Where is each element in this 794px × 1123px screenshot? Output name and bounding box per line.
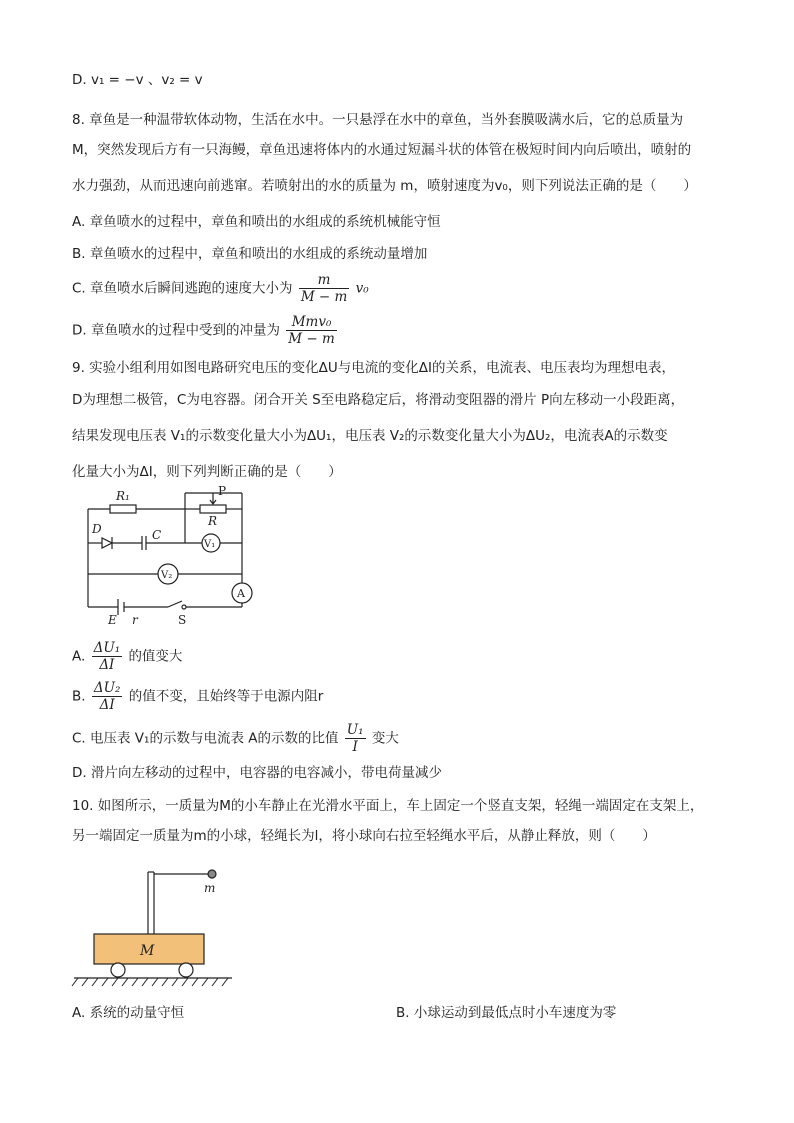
cart-wheel-right (179, 963, 193, 977)
q10-cart-figure (70, 862, 240, 992)
q8-stem-line3: 水力强劲，从而迅速向前逃窜。若喷射出的水的质量为 m，喷射速度为v₀，则下列说法正确的是（ ） (72, 178, 697, 194)
q8-option-a: A. 章鱼喷水的过程中，章鱼和喷出的水组成的系统机械能守恒 (72, 214, 441, 230)
q8-option-b: B. 章鱼喷水的过程中，章鱼和喷出的水组成的系统动量增加 (72, 246, 428, 262)
label-p: P (218, 485, 227, 498)
fraction-denominator: M − m (300, 289, 348, 305)
label-v1: V₁ (204, 539, 216, 550)
label-d: D (92, 522, 102, 536)
small-ball (208, 870, 216, 878)
label-r-internal: r (132, 613, 138, 625)
label-c: C (152, 528, 162, 542)
q9-stem-line2: D为理想二极管，C为电容器。闭合开关 S至电路稳定后，将滑动变阻器的滑片 P向左移动一小段距离， (72, 392, 685, 408)
q9-stem-line3: 结果发现电压表 V₁的示数变化量大小为ΔU₁，电压表 V₂的示数变化量大小为ΔU₂，电流表A的示数变 (72, 428, 668, 444)
q9-circuit-diagram (80, 485, 270, 625)
fraction-denominator: I (352, 739, 358, 755)
q8-stem-line1: 8. 章鱼是一种温带软体动物，生活在水中。一只悬浮在水中的章鱼，当外套膜吸满水后，它的总质量为 (72, 112, 684, 128)
q9-option-d: D. 滑片向左移动的过程中，电容器的电容减小，带电荷量减少 (72, 765, 442, 781)
q9-option-b-text: 的值不变，且始终等于电源内阻r (128, 688, 324, 705)
label-v2: V₂ (161, 570, 173, 581)
q9-option-a-fraction (92, 640, 123, 673)
q9-option-c-text: C. 电压表 V₁的示数与电流表 A的示数的比值 (72, 730, 339, 747)
q8-option-c-suffix: v₀ (355, 280, 369, 297)
q8-option-d-fraction (286, 314, 337, 347)
q9-option-b-letter: B. (72, 688, 86, 705)
q9-option-a (72, 640, 182, 673)
q8-stem-line2: M，突然发现后方有一只海鳗，章鱼迅速将体内的水通过短漏斗状的体管在极短时间内向后喷出，喷射的 (72, 142, 692, 158)
fraction-numerator: m (299, 272, 350, 289)
ground-hatching (72, 978, 228, 986)
fraction-numerator: Mmv₀ (286, 314, 337, 331)
q9-option-c-fraction (345, 722, 366, 755)
rheostat-r (200, 505, 226, 513)
label-r: R (208, 514, 218, 528)
q8-option-d (72, 314, 339, 347)
q9-stem-line4: 化量大小为ΔI，则下列判断正确的是（ ） (72, 464, 342, 480)
q10-stem-line2: 另一端固定一质量为m的小球，轻绳长为l，将小球向右拉至轻绳水平后，从静止释放，则（ ） (72, 828, 656, 844)
q8-option-c-text: C. 章鱼喷水后瞬间逃跑的速度大小为 (72, 280, 293, 297)
fraction-denominator: ΔI (99, 697, 115, 713)
q9-option-c-suffix: 变大 (371, 730, 399, 747)
fraction-denominator: M − m (288, 331, 335, 347)
q8-option-c (72, 272, 369, 305)
fraction-numerator: ΔU₂ (93, 680, 121, 696)
q10-option-b: B. 小球运动到最低点时小车速度为零 (396, 1005, 617, 1021)
label-r1: R₁ (116, 489, 130, 503)
switch-s (168, 601, 182, 607)
q9-stem-line1: 9. 实验小组利用如图电路研究电压的变化ΔU与电流的变化ΔI的关系，电流表、电压表均为理想电表， (72, 360, 676, 376)
label-e: E (108, 613, 117, 625)
label-ball-mass: m (204, 881, 216, 895)
q9-option-a-text: 的值变大 (128, 648, 183, 665)
resistor-r1 (110, 505, 136, 513)
q10-stem-line1: 10. 如图所示，一质量为M的小车静止在光滑水平面上，车上固定一个竖直支架，轻绳一端固定在支架上， (72, 798, 704, 814)
fraction-denominator: ΔI (99, 657, 115, 673)
q8-option-d-text: D. 章鱼喷水的过程中受到的冲量为 (72, 322, 280, 339)
diode-d (102, 538, 112, 548)
cart-wheel-left (111, 963, 125, 977)
label-a: A (237, 587, 245, 600)
label-cart-mass: M (140, 943, 155, 959)
fraction-numerator: U₁ (346, 722, 364, 738)
q8-option-c-fraction (299, 272, 350, 305)
q9-option-c (72, 722, 399, 755)
fraction-numerator: ΔU₁ (93, 640, 121, 656)
q10-option-a: A. 系统的动量守恒 (72, 1005, 185, 1021)
q9-option-b-fraction (92, 680, 123, 713)
q9-option-a-letter: A. (72, 648, 86, 665)
q9-option-b (72, 680, 323, 713)
label-s: S (178, 613, 187, 625)
q7-option-d: D. v₁ = −v 、v₂ = v (72, 72, 203, 88)
